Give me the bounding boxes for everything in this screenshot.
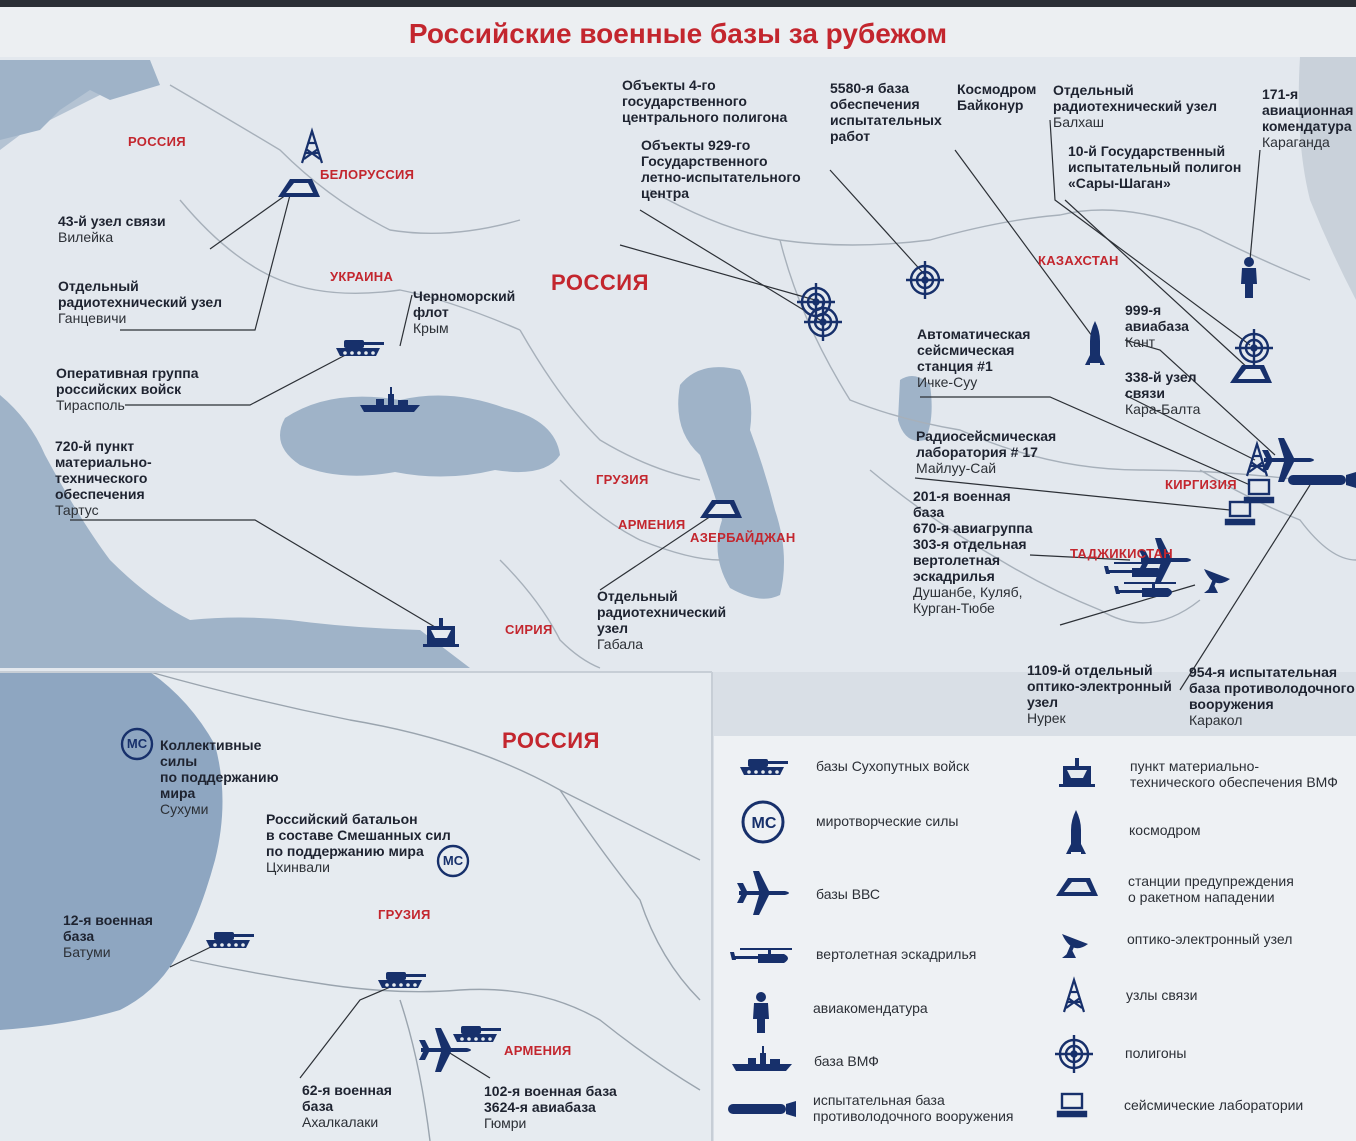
callout-nurek: 1109-й отдельный оптико-электронный узел Нурек bbox=[1027, 662, 1172, 726]
legend-label-helicopter: вертолетная эскадрилья bbox=[816, 946, 977, 962]
callout-kara-balta: 338-й узел связи Кара-Балта bbox=[1125, 369, 1201, 417]
country-russia-main: РОССИЯ bbox=[551, 270, 649, 295]
legend-label-optical-node: оптико-электронный узел bbox=[1127, 931, 1293, 947]
country-ukraine: УКРАИНА bbox=[330, 269, 394, 284]
country-georgia: ГРУЗИЯ bbox=[596, 472, 649, 487]
callout-sary-shagan: 10-й Государственный испытательный полигон «Сары-Шаган» bbox=[1068, 143, 1242, 191]
callout-tartus: 720-й пункт материально- технического обеспечения Тартус bbox=[55, 438, 152, 518]
callout-base5580: 5580-я база обеспечения испытательных работ bbox=[830, 80, 942, 144]
country-armenia: АРМЕНИЯ bbox=[618, 517, 686, 532]
country-kyrgyzstan: КИРГИЗИЯ bbox=[1165, 477, 1237, 492]
legend-label-seismic-labs: сейсмические лаборатории bbox=[1124, 1097, 1304, 1113]
legend-label-peacekeeping: миротворческие силы bbox=[816, 813, 959, 829]
peacekeeping-mc-icon: МС bbox=[442, 853, 464, 868]
callout-baikonur: Космодром Байконур bbox=[957, 81, 1037, 113]
legend-label-naval-supply: пункт материально- технического обеспечения ВМФ bbox=[1130, 758, 1338, 790]
callout-black-sea-fleet: Черноморский флот Крым bbox=[413, 288, 516, 336]
legend-label-test-ranges: полигоны bbox=[1125, 1045, 1187, 1061]
callout-akhalkalaki: 62-я военная база Ахалкалаки bbox=[302, 1082, 392, 1130]
inset-country-georgia: ГРУЗИЯ bbox=[378, 907, 431, 922]
legend-label-cosmodrome: космодром bbox=[1129, 822, 1201, 838]
callout-balkhash: Отдельный радиотехнический узел Балхаш bbox=[1053, 82, 1218, 130]
callout-vileyka: 43-й узел связи Вилейка bbox=[58, 213, 166, 245]
callout-karaganda: 171-я авиационная комендатура Караганда bbox=[1262, 86, 1354, 150]
inset-country-armenia: АРМЕНИЯ bbox=[504, 1043, 572, 1058]
callout-mailuu-suu: Радиосейсмическая лаборатория # 17 Майлуу-Сай bbox=[916, 428, 1057, 476]
callout-tskhinvali: Российский батальон в составе Смешанных сил по поддержанию мира Цхинвали bbox=[266, 811, 451, 875]
country-syria: СИРИЯ bbox=[505, 622, 553, 637]
country-tajikistan: ТАДЖИКИСТАН bbox=[1070, 546, 1173, 561]
legend-label-ground-forces: базы Сухопутных войск bbox=[816, 758, 970, 774]
callout-tiraspol: Оперативная группа российских войск Тирасполь bbox=[56, 365, 199, 413]
callout-gyumri: 102-я военная база 3624-я авиабаза Гюмри bbox=[484, 1083, 617, 1131]
callout-batumi: 12-я военная база Батуми bbox=[63, 912, 153, 960]
legend-label-comm-nodes: узлы связи bbox=[1126, 987, 1198, 1003]
country-russia-small: РОССИЯ bbox=[128, 134, 186, 149]
callout-kant: 999-я авиабаза Кант bbox=[1125, 302, 1189, 350]
callout-obj4: Объекты 4-го государственного центрального полигона bbox=[622, 77, 788, 125]
callout-sukhumi: Коллективные силы по поддержанию мира Сухуми bbox=[160, 737, 279, 817]
legend-mc-glyph: МС bbox=[751, 815, 777, 832]
callout-ichke-suu: Автоматическая сейсмическая станция #1 Ичке-Суу bbox=[917, 326, 1031, 390]
legend-label-aviation-command: авиакомендатура bbox=[813, 1000, 928, 1016]
peacekeeping-mc-icon: МС bbox=[126, 736, 148, 751]
callout-karakol: 954-я испытательная база противолодочного вооружения Каракол bbox=[1189, 664, 1355, 728]
legend-label-asw-test-base: испытательная база противолодочного вооружения bbox=[813, 1092, 1014, 1124]
country-kazakhstan: КАЗАХСТАН bbox=[1038, 253, 1119, 268]
map-title: Российские военные базы за рубежом bbox=[408, 18, 948, 49]
callout-dushanbe: 201-я военная база 670-я авиагруппа 303-я отдельная вертолетная эскадрилья Душанбе, Куляб, Курган-Тюбе bbox=[913, 488, 1033, 616]
legend-label-missile-warning: станции предупреждения о ракетном нападении bbox=[1128, 873, 1294, 905]
country-azerbaijan: АЗЕРБАЙДЖАН bbox=[690, 530, 796, 545]
country-belarus: БЕЛОРУССИЯ bbox=[320, 167, 415, 182]
inset-country-russia: РОССИЯ bbox=[502, 728, 600, 753]
callout-gantsevichi: Отдельный радиотехнический узел Ганцевичи bbox=[58, 278, 223, 326]
callout-gabala: Отдельный радиотехнический узел Габала bbox=[597, 588, 727, 652]
callout-obj929: Объекты 929-го Государственного летно-испытательного центра bbox=[641, 137, 801, 201]
legend-label-navy-base: база ВМФ bbox=[814, 1053, 879, 1069]
legend-label-air-force: базы ВВС bbox=[816, 886, 881, 902]
